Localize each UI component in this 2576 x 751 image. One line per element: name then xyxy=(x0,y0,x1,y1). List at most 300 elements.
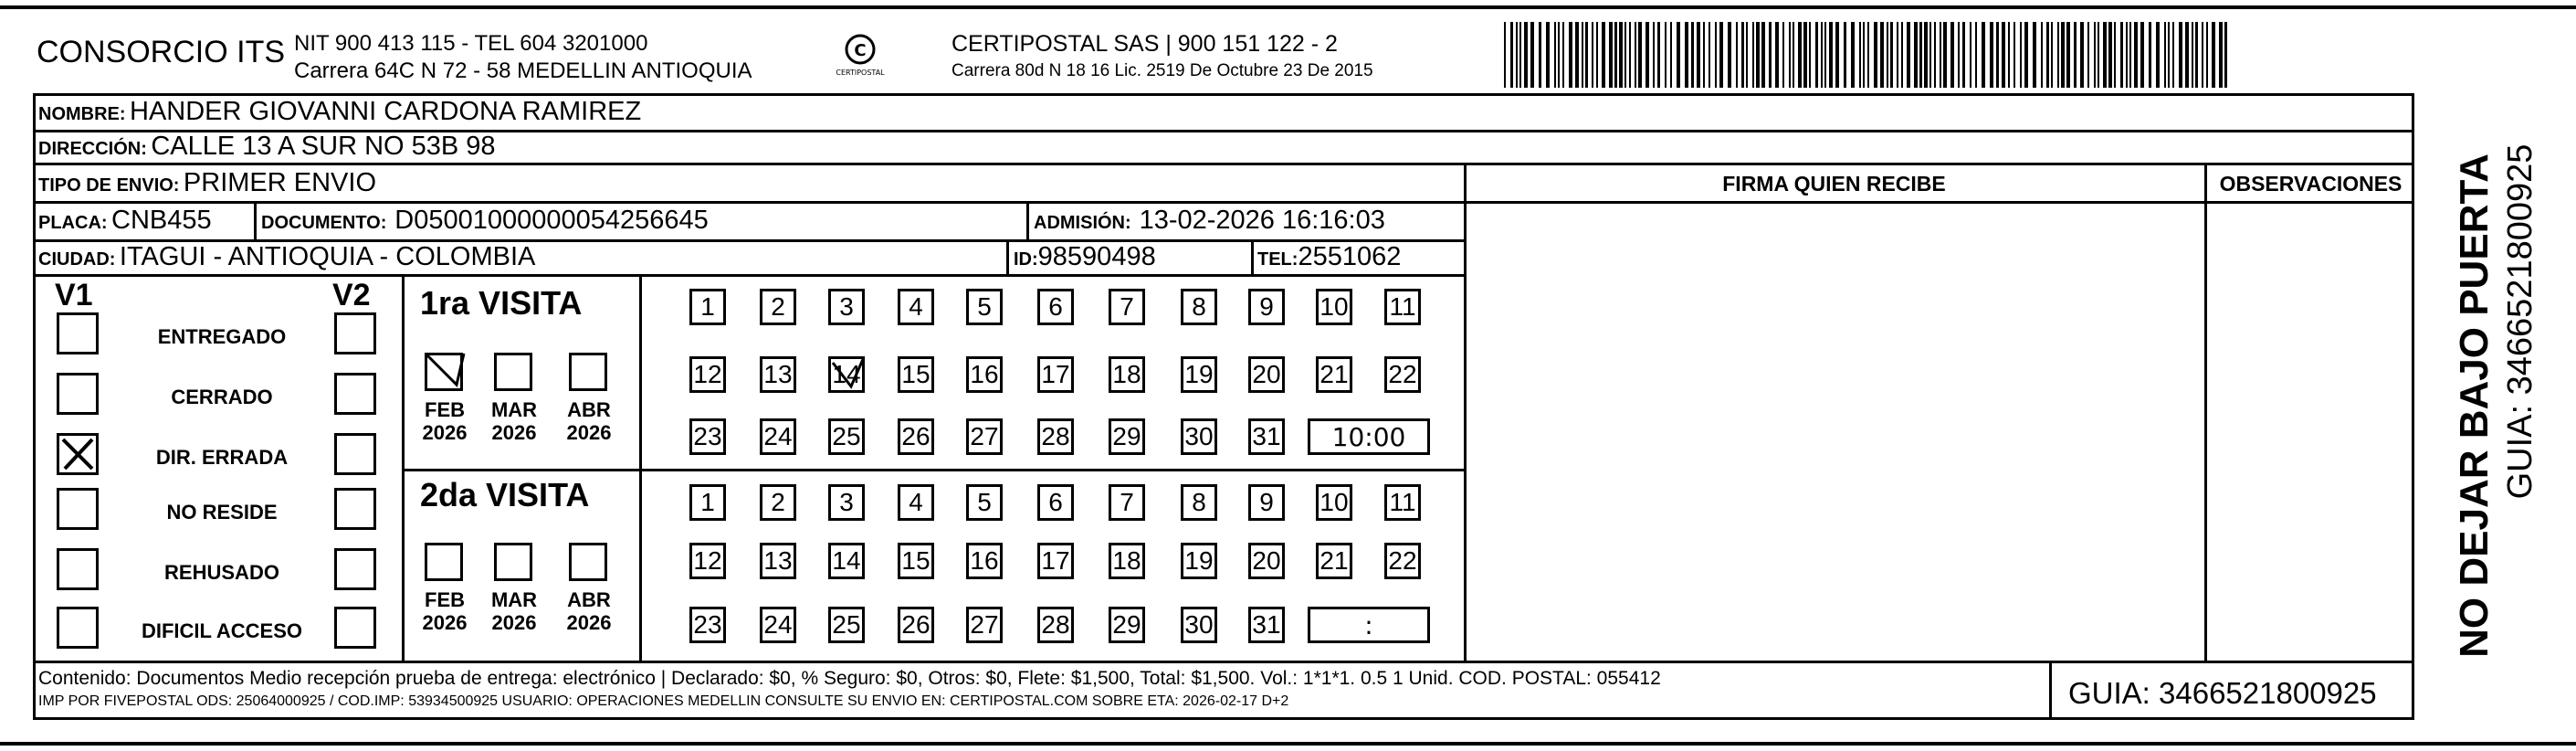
admision-field: ADMISIÓN: 13-02-2026 16:16:03 xyxy=(1034,206,1385,235)
barcode-bar xyxy=(2206,22,2208,88)
barcode xyxy=(1502,22,2233,88)
month-label: MAR 2026 xyxy=(490,588,538,635)
v1-checkbox[interactable] xyxy=(57,548,99,590)
day-number: 24 xyxy=(763,422,793,450)
first-visit-day[interactable] xyxy=(1109,356,1145,393)
day-number: 19 xyxy=(1184,360,1214,388)
barcode-bar xyxy=(1665,22,1667,88)
barcode-bar xyxy=(2061,22,2065,88)
barcode-bar xyxy=(1958,22,1960,88)
barcode-bar xyxy=(1996,22,1999,88)
second-visit-day[interactable] xyxy=(828,607,865,643)
day-number: 6 xyxy=(1048,488,1063,516)
second-visit-day[interactable] xyxy=(689,484,726,521)
day-number: 7 xyxy=(1120,292,1134,321)
v2-checkbox[interactable] xyxy=(334,607,376,649)
day-number: 6 xyxy=(1048,292,1063,321)
month-checkbox[interactable] xyxy=(425,543,463,581)
barcode-bar xyxy=(1546,22,1550,88)
month-checkbox[interactable] xyxy=(494,543,532,581)
company-name: CONSORCIO ITS xyxy=(37,35,286,69)
first-visit-day[interactable] xyxy=(966,356,1003,393)
barcode-bar xyxy=(1887,22,1888,88)
barcode-bar xyxy=(1975,22,1977,88)
second-visit-day[interactable] xyxy=(1181,543,1217,579)
v1-checkbox[interactable] xyxy=(57,607,99,649)
barcode-bar xyxy=(2149,22,2151,88)
first-visit-title: 1ra VISITA xyxy=(420,284,583,322)
v2-checkbox[interactable] xyxy=(334,548,376,590)
second-visit-day[interactable] xyxy=(1316,484,1352,521)
day-number: 30 xyxy=(1184,610,1214,639)
day-number: 5 xyxy=(977,292,992,321)
first-visit-day[interactable] xyxy=(898,289,934,325)
first-visit-day[interactable] xyxy=(1037,418,1074,455)
barcode-bar xyxy=(2172,22,2174,88)
barcode-bar xyxy=(1990,22,1993,88)
second-visit-day[interactable] xyxy=(689,543,726,579)
first-visit-day[interactable] xyxy=(760,356,796,393)
barcode-bar xyxy=(2185,22,2189,88)
barcode-bar xyxy=(1793,22,1794,88)
cell-divider xyxy=(1026,201,1029,239)
footer-imp: IMP POR FIVEPOSTAL ODS: 25064000925 / COD.IMP: 53934500925 USUARIO: OPERACIONES MEDELLIN CONSULTE SU ENVIO EN: CERTIPOSTAL.COM SOBRE ETA: 2026-02-17 D+2 xyxy=(38,693,1289,709)
second-visit-day[interactable] xyxy=(689,607,726,643)
first-visit-day[interactable] xyxy=(828,356,865,393)
barcode-bar xyxy=(1901,22,1903,88)
barcode-bar xyxy=(2033,22,2036,88)
tel-value: 2551062 xyxy=(1298,242,1402,271)
second-visit-day[interactable] xyxy=(1109,543,1145,579)
top-edge xyxy=(0,5,2576,9)
month-checkbox[interactable] xyxy=(569,353,607,391)
first-visit-time-box[interactable]: 10:00 xyxy=(1308,418,1430,455)
barcode-bar xyxy=(1851,22,1855,88)
second-visit-day[interactable] xyxy=(1037,607,1074,643)
first-visit-day[interactable] xyxy=(760,418,796,455)
barcode-bar xyxy=(1815,22,1818,88)
barcode-bar xyxy=(1782,22,1784,88)
barcode-bar xyxy=(1809,22,1811,88)
barcode-bar xyxy=(2074,22,2077,88)
barcode-bar xyxy=(2120,22,2123,88)
day-number: 27 xyxy=(970,610,999,639)
barcode-bar xyxy=(1670,22,1672,88)
firma-column-border xyxy=(1464,163,1467,661)
barcode-bar xyxy=(1677,22,1680,88)
first-visit-day[interactable] xyxy=(898,418,934,455)
day-number: 18 xyxy=(1112,546,1141,575)
barcode-bar xyxy=(1697,22,1700,88)
barcode-bar xyxy=(1752,22,1754,88)
second-visit-time-box[interactable]: : xyxy=(1308,607,1430,643)
day-number: 26 xyxy=(901,422,931,450)
v2-checkbox[interactable] xyxy=(334,488,376,530)
day-number: 28 xyxy=(1041,422,1070,450)
second-visit-day[interactable] xyxy=(1316,543,1352,579)
first-visit-day[interactable] xyxy=(689,356,726,393)
first-visit-day[interactable] xyxy=(1316,289,1352,325)
barcode-bar xyxy=(1940,22,1941,88)
id-value: 98590498 xyxy=(1037,242,1156,271)
barcode-bar xyxy=(1789,22,1791,88)
day-number: 15 xyxy=(901,360,931,388)
barcode-bar xyxy=(1962,22,1965,88)
barcode-bar xyxy=(2202,22,2203,88)
day-number: 2 xyxy=(771,292,785,321)
firma-header: FIRMA QUIEN RECIBE xyxy=(1722,172,1946,196)
first-visit-day[interactable] xyxy=(760,289,796,325)
barcode-bar xyxy=(2046,22,2049,88)
day-number: 31 xyxy=(1252,610,1281,639)
day-number: 3 xyxy=(839,292,854,321)
first-visit-day[interactable] xyxy=(966,418,1003,455)
barcode-bar xyxy=(1741,22,1744,88)
barcode-bar xyxy=(2195,22,2198,88)
day-number: 5 xyxy=(977,488,992,516)
v1-checkbox[interactable] xyxy=(57,312,99,354)
barcode-bar xyxy=(2013,22,2015,88)
first-visit-day[interactable] xyxy=(689,418,726,455)
barcode-bar xyxy=(1897,22,1898,88)
no-dejar-bajo-puerta: NO DEJAR BAJO PUERTA xyxy=(2452,153,2497,658)
day-number: 2 xyxy=(771,488,785,516)
first-visit-day[interactable] xyxy=(1181,356,1217,393)
barcode-bar xyxy=(2192,22,2193,88)
day-number: 8 xyxy=(1192,488,1206,516)
day-number: 25 xyxy=(832,422,861,450)
day-number: 20 xyxy=(1252,360,1281,388)
barcode-bar xyxy=(1582,22,1583,88)
barcode-bar xyxy=(1558,22,1560,88)
barcode-bar xyxy=(1530,22,1534,88)
second-visit-day[interactable] xyxy=(898,484,934,521)
month-checkbox[interactable] xyxy=(569,543,607,581)
first-visit-day[interactable] xyxy=(1248,289,1285,325)
day-number: 24 xyxy=(763,610,793,639)
barcode-bar xyxy=(1510,22,1513,88)
barcode-bar xyxy=(1602,22,1605,88)
barcode-bar xyxy=(1596,22,1598,88)
barcode-bar xyxy=(1929,22,1931,88)
tel-field: TEL:2551062 xyxy=(1257,242,1402,271)
barcode-bar xyxy=(1614,22,1617,88)
second-visit-day[interactable] xyxy=(898,607,934,643)
day-number: 31 xyxy=(1252,422,1281,450)
day-number: 15 xyxy=(901,546,931,575)
observaciones-header: OBSERVACIONES xyxy=(2219,172,2403,196)
barcode-bar xyxy=(1554,22,1556,88)
status-label: DIR. ERRADA xyxy=(155,446,289,469)
second-visit-day[interactable] xyxy=(1109,484,1145,521)
month-label: ABR 2026 xyxy=(566,398,612,445)
barcode-bar xyxy=(1756,22,1760,88)
barcode-bar xyxy=(1798,22,1802,88)
day-number: 25 xyxy=(832,610,861,639)
first-visit-day[interactable] xyxy=(1316,356,1352,393)
barcode-bar xyxy=(1703,22,1705,88)
v2-checkbox[interactable] xyxy=(334,433,376,475)
month-checkbox[interactable] xyxy=(425,353,463,391)
ciudad-field: CIUDAD: ITAGUI - ANTIOQUIA - COLOMBIA xyxy=(38,242,536,271)
barcode-bar xyxy=(1709,22,1710,88)
barcode-bar xyxy=(2020,22,2022,88)
carrier-name: CERTIPOSTAL SAS | 900 151 122 - 2 xyxy=(952,31,1338,57)
barcode-bar xyxy=(1719,22,1723,88)
second-visit-day[interactable] xyxy=(760,543,796,579)
day-number: 12 xyxy=(693,360,722,388)
id-field: ID:98590498 xyxy=(1014,242,1156,271)
first-visit-day[interactable] xyxy=(1109,289,1145,325)
cell-divider xyxy=(1251,239,1254,274)
first-visit-day[interactable] xyxy=(1037,289,1074,325)
certipostal-logo xyxy=(833,31,888,82)
barcode-bar xyxy=(1645,22,1649,88)
second-visit-day[interactable] xyxy=(760,607,796,643)
carrier-address: Carrera 80d N 18 16 Lic. 2519 De Octubre 23 De 2015 xyxy=(952,61,1373,80)
nombre-value: HANDER GIOVANNI CARDONA RAMIREZ xyxy=(130,97,642,126)
second-visit-day[interactable] xyxy=(1384,484,1421,521)
second-visit-day[interactable] xyxy=(1109,607,1145,643)
barcode-bar xyxy=(1970,22,1971,88)
barcode-bar xyxy=(1746,22,1748,88)
first-visit-day[interactable] xyxy=(828,289,865,325)
second-visit-day[interactable] xyxy=(966,484,1003,521)
barcode-bar xyxy=(1950,22,1954,88)
day-number: 9 xyxy=(1259,292,1274,321)
row-divider xyxy=(33,274,1467,277)
second-visit-day[interactable] xyxy=(1248,484,1285,521)
barcode-bar xyxy=(1769,22,1772,88)
barcode-bar xyxy=(2114,22,2116,88)
second-visit-day[interactable] xyxy=(1037,543,1074,579)
second-visit-day[interactable] xyxy=(1248,543,1285,579)
second-visit-day[interactable] xyxy=(828,484,865,521)
first-visit-day[interactable] xyxy=(1109,418,1145,455)
svg-text:CERTIPOSTAL: CERTIPOSTAL xyxy=(836,69,885,77)
barcode-bar xyxy=(2051,22,2053,88)
footer-cell-divider xyxy=(2049,661,2052,720)
barcode-bar xyxy=(2008,22,2010,88)
barcode-bar xyxy=(1829,22,1833,88)
day-number: 4 xyxy=(909,488,923,516)
second-visit-day[interactable] xyxy=(898,543,934,579)
status-divider xyxy=(402,274,405,661)
v1-checkbox[interactable] xyxy=(57,373,99,415)
day-number: 30 xyxy=(1184,422,1214,450)
barcode-bar xyxy=(2066,22,2070,88)
first-visit-day[interactable] xyxy=(1384,289,1421,325)
v1-label: V1 xyxy=(55,278,93,312)
day-number: 18 xyxy=(1112,360,1141,388)
barcode-bar xyxy=(1653,22,1655,88)
barcode-bar xyxy=(1504,22,1506,88)
first-visit-day[interactable] xyxy=(966,289,1003,325)
barcode-bar xyxy=(1728,22,1731,88)
barcode-bar xyxy=(1821,22,1823,88)
first-visit-day[interactable] xyxy=(1037,356,1074,393)
day-number: 11 xyxy=(1389,488,1416,516)
company-address: Carrera 64C N 72 - 58 MEDELLIN ANTIOQUIA xyxy=(294,58,752,83)
barcode-bar xyxy=(1761,22,1765,88)
company-nit: NIT 900 413 115 - TEL 604 3201000 xyxy=(294,31,648,56)
bottom-edge xyxy=(0,742,2576,746)
day-number: 21 xyxy=(1320,546,1349,575)
first-visit-day[interactable] xyxy=(1384,356,1421,393)
barcode-bar xyxy=(1775,22,1779,88)
first-visit-day[interactable] xyxy=(689,289,726,325)
day-number: 1 xyxy=(700,292,715,321)
day-number: 22 xyxy=(1388,546,1417,575)
barcode-bar xyxy=(1715,22,1717,88)
day-number: 12 xyxy=(693,546,722,575)
second-visit-day[interactable] xyxy=(828,543,865,579)
barcode-bar xyxy=(2087,22,2089,88)
row-divider xyxy=(33,163,2414,165)
barcode-bar xyxy=(2098,22,2099,88)
visit-divider xyxy=(639,274,642,661)
barcode-bar xyxy=(1516,22,1518,88)
barcode-bar xyxy=(1859,22,1861,88)
barcode-bar xyxy=(1924,22,1928,88)
direccion-value: CALLE 13 A SUR NO 53B 98 xyxy=(151,132,496,161)
barcode-bar xyxy=(1691,22,1694,88)
month-label: ABR 2026 xyxy=(566,588,612,635)
ciudad-value: ITAGUI - ANTIOQUIA - COLOMBIA xyxy=(119,242,536,271)
v1-checkbox[interactable] xyxy=(57,433,99,475)
second-visit-day[interactable] xyxy=(966,543,1003,579)
v1-checkbox[interactable] xyxy=(57,488,99,530)
v2-checkbox[interactable] xyxy=(334,312,376,354)
check-mark-icon xyxy=(59,436,96,472)
footer-guia: GUIA: 3466521800925 xyxy=(2068,676,2377,710)
status-label: CERRADO xyxy=(171,386,273,408)
barcode-bar xyxy=(1874,22,1877,88)
nombre-field: NOMBRE: HANDER GIOVANNI CARDONA RAMIREZ xyxy=(38,97,642,126)
tipo-envio-field: TIPO DE ENVIO: PRIMER ENVIO xyxy=(38,168,377,197)
day-number: 17 xyxy=(1041,360,1070,388)
observaciones-column-border xyxy=(2204,163,2207,661)
barcode-bar xyxy=(1982,22,1985,88)
barcode-bar xyxy=(2164,22,2166,88)
status-label: DIFICIL ACCESO xyxy=(141,619,302,642)
second-visit-day[interactable] xyxy=(1037,484,1074,521)
month-checkbox[interactable] xyxy=(494,353,532,391)
barcode-bar xyxy=(1919,22,1922,88)
month-label: FEB 2026 xyxy=(422,588,468,635)
barcode-bar xyxy=(2057,22,2059,88)
day-number: 1 xyxy=(700,488,715,516)
placa-value: CNB455 xyxy=(111,206,212,235)
barcode-bar xyxy=(2103,22,2107,88)
barcode-bar xyxy=(1638,22,1642,88)
second-visit-day[interactable] xyxy=(1181,607,1217,643)
second-visit-day[interactable] xyxy=(1181,484,1217,521)
first-visit-day[interactable] xyxy=(1181,289,1217,325)
barcode-bar xyxy=(1685,22,1688,88)
barcode-bar xyxy=(1585,22,1588,88)
day-number: 10 xyxy=(1320,488,1349,516)
day-number: 17 xyxy=(1041,546,1070,575)
barcode-bar xyxy=(2168,22,2170,88)
visit-separator xyxy=(402,469,1464,471)
barcode-bar xyxy=(1619,22,1623,88)
day-number: 26 xyxy=(901,610,931,639)
day-number: 16 xyxy=(970,360,999,388)
barcode-bar xyxy=(2041,22,2043,88)
day-number: 10 xyxy=(1320,292,1349,321)
day-number: 20 xyxy=(1252,546,1281,575)
barcode-bar xyxy=(1629,22,1631,88)
first-visit-day[interactable] xyxy=(1248,356,1285,393)
barcode-bar xyxy=(1736,22,1738,88)
tipo-value: PRIMER ENVIO xyxy=(183,168,377,197)
second-visit-title: 2da VISITA xyxy=(420,476,590,513)
day-number: 8 xyxy=(1192,292,1206,321)
second-visit-day[interactable] xyxy=(1384,543,1421,579)
barcode-bar xyxy=(1635,22,1636,88)
barcode-bar xyxy=(1539,22,1541,88)
day-number: 13 xyxy=(763,546,793,575)
second-visit-day[interactable] xyxy=(760,484,796,521)
barcode-bar xyxy=(2224,22,2227,88)
day-number: 3 xyxy=(839,488,854,516)
first-visit-day[interactable] xyxy=(828,418,865,455)
barcode-bar xyxy=(1575,22,1579,88)
barcode-bar xyxy=(1803,22,1807,88)
admision-value: 13-02-2026 16:16:03 xyxy=(1139,206,1385,235)
day-number: 4 xyxy=(909,292,923,321)
first-visit-day[interactable] xyxy=(1248,418,1285,455)
barcode-bar xyxy=(1863,22,1865,88)
footer-divider xyxy=(33,661,2414,663)
check-mark-icon xyxy=(827,354,871,394)
barcode-bar xyxy=(1880,22,1884,88)
barcode-bar xyxy=(1592,22,1593,88)
day-number: 23 xyxy=(693,610,722,639)
side-guia: GUIA: 3466521800925 xyxy=(2501,143,2539,500)
second-visit-day[interactable] xyxy=(1248,607,1285,643)
day-number: 14 xyxy=(832,360,861,388)
second-visit-day[interactable] xyxy=(966,607,1003,643)
day-number: 22 xyxy=(1388,360,1417,388)
day-number: 11 xyxy=(1389,292,1416,321)
barcode-bar xyxy=(2219,22,2223,88)
barcode-bar xyxy=(1624,22,1626,88)
first-visit-day[interactable] xyxy=(898,356,934,393)
barcode-bar xyxy=(2179,22,2182,88)
day-number: 19 xyxy=(1184,546,1214,575)
footer-contenido: Contenido: Documentos Medio recepción prueba de entrega: electrónico | Declarado: $0, % Seguro: $0, Otros: $0, Flete: $1,500, Total: $1,500. Vol.: 1*1*1. 0.5 1 Unid. COD. POSTAL: 055412 xyxy=(38,668,1661,689)
barcode-bar xyxy=(1844,22,1846,88)
barcode-bar xyxy=(2140,22,2144,88)
check-mark-icon xyxy=(424,352,468,388)
barcode-bar xyxy=(2126,22,2128,88)
day-number: 7 xyxy=(1120,488,1134,516)
day-number: 29 xyxy=(1112,422,1141,450)
day-number: 28 xyxy=(1041,610,1070,639)
v2-checkbox[interactable] xyxy=(334,373,376,415)
barcode-bar xyxy=(1609,22,1613,88)
day-number: 16 xyxy=(970,546,999,575)
barcode-bar xyxy=(2134,22,2138,88)
first-visit-day[interactable] xyxy=(1181,418,1217,455)
barcode-bar xyxy=(1569,22,1572,88)
placa-field: PLACA: CNB455 xyxy=(38,206,212,235)
barcode-bar xyxy=(1657,22,1660,88)
day-number: 14 xyxy=(832,546,861,575)
barcode-bar xyxy=(1562,22,1564,88)
